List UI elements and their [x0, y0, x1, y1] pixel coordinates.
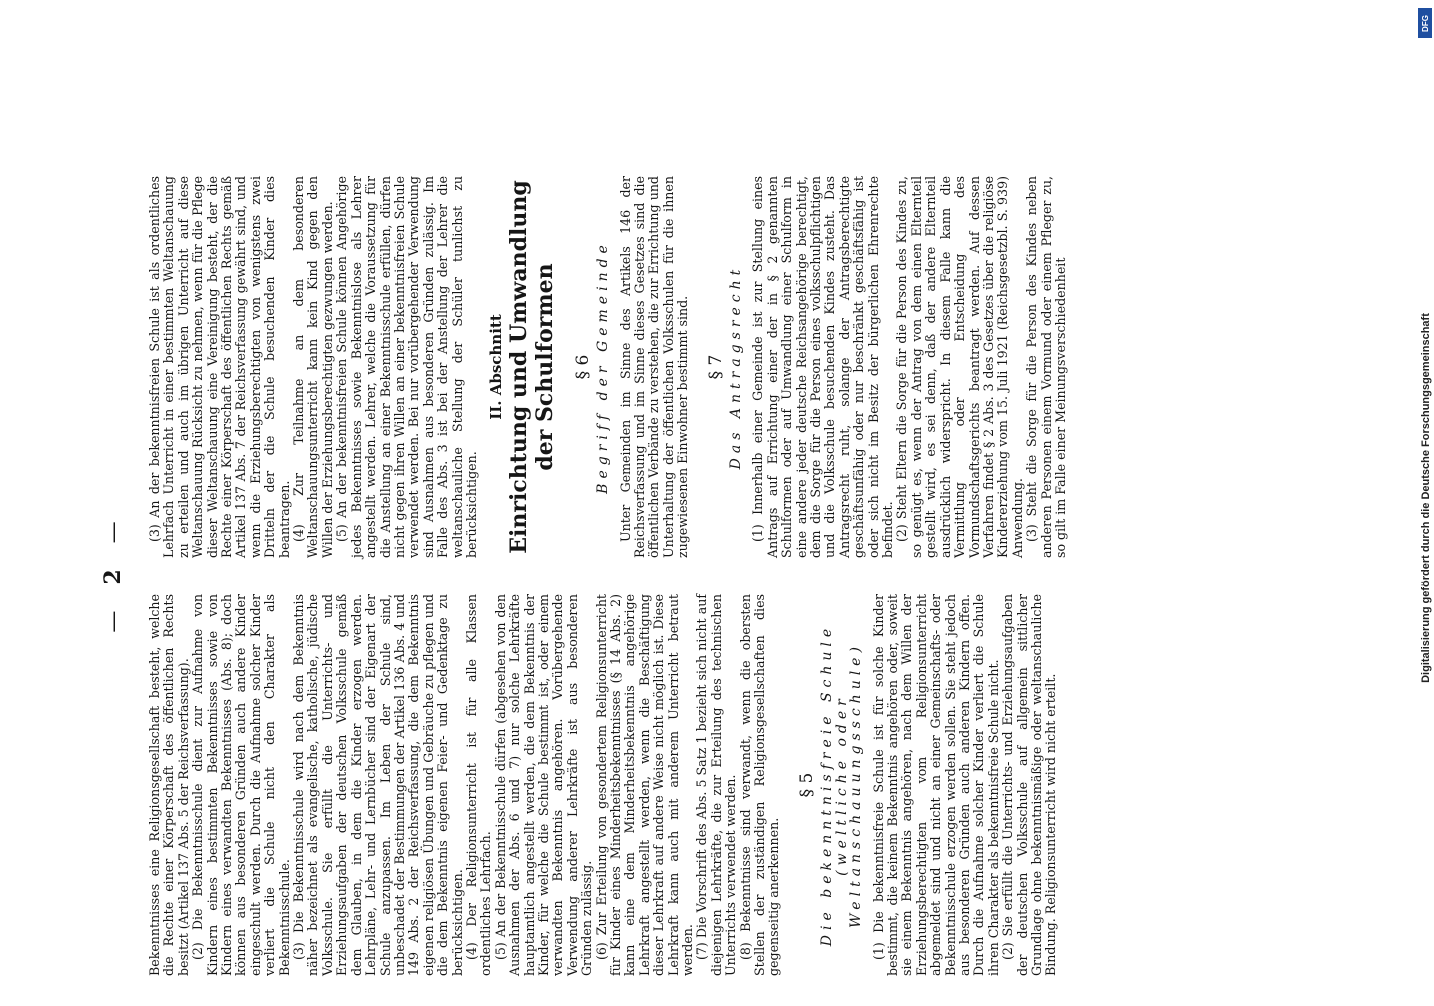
digitization-stamp: [1414, 0, 1434, 1000]
page-content: [100, 176, 1280, 976]
paragraph: Unter Gemeinden im Sinne des Artikels 146 der Reichsverfassung und im Sinne dieses Gesetzes sind die öffentlichen Verbände zu verstehen, die zur Errichtung und Unterhaltung der öffentlichen Volksschulen für die ihnen zugewiesenen Einwohner bestimmt sind.: [617, 176, 691, 558]
left-column: [148, 594, 1059, 976]
section-title: Das Antragsrecht: [728, 264, 744, 470]
paragraph: Bekenntnisses eine Religionsgesellschaft besteht, welche die Rechte einer Körperschaft des öffentlichen Rechts besitzt (Artikel 137 Abs. 5 der Reichsverfassung).: [147, 594, 191, 976]
paragraph: (2) Steht Eltern die Sorge für die Person des Kindes zu, so genügt es, wenn der Antrag von dem einen Elternteil gestellt wird, es sei denn, daß der andere Elternteil ausdrücklich widerspricht. In diesem Falle kann die Vermittlung oder Entscheidung des Vormundschaftsgerichts beantragt werden. Auf dessen Verfahren findet § 2 Abs. 3 des Gesetzes über die religiöse Kindererziehung vom 15. Juli 1921 (Reichsgesetzbl. S. 939) Anwendung.: [894, 176, 1025, 558]
paragraph: (4) Zur Teilnahme an dem besonderen Weltanschauungsunterricht kann kein Kind gegen den Willen der Erziehungsberechtigten gezwungen werden.: [291, 176, 335, 558]
rotated-page: [100, 146, 1340, 1006]
paragraph: (1) Die bekenntnisfreie Schule ist für solche Kinder bestimmt, die keinem Bekenntnis angehören oder, soweit sie einem Bekenntnis angehören, nach dem Willen der Erziehungsberechtigten vom Religionsunterricht abgemeldet sind und nicht an einer Gemeinschafts- oder Bekenntnisschule erzogen werden sollen. Sie steht jedoch aus besonderen Gründen auch anderen Kindern offen. Durch die Aufnahme solcher Kinder verliert die Schule ihren Charakter als bekenntnisfreie Schule nicht.: [870, 594, 1001, 976]
paragraph: (1) Innerhalb einer Gemeinde ist zur Stellung eines Antrags auf Errichtung einer der in § 2 genannten Schulformen oder auf Umwandlung einer Schulform in eine andere jeder deutsche Reichsangehörige berechtigt, dem die Sorge für die Person eines volksschulpflichtigen und die Volksschule besuchenden Kindes zusteht. Das Antragsrecht ruht, solange der Antragsberechtigte geschäftsunfähig oder nur beschränkt geschäftsfähig ist oder sich nicht im Besitz der bürgerlichen Ehrenrechte befindet.: [750, 176, 896, 558]
paragraph: (3) Die Bekenntnisschule wird nach dem Bekenntnis näher bezeichnet als evangelische, katholische, jüdische Volksschule. Sie erfüllt die Unterrichts- und Erziehungsaufgaben der deutschen Volksschule gemäß dem Glauben, in dem die Kinder erzogen werden. Lehrpläne, Lehr- und Lernbücher sind der Eigenart der Schule anzupassen. Im Leben der Schule sind, unbeschadet der Bestimmungen der Artikel 136 Abs. 4 und 149 Abs. 2 der Reichsverfassung, die dem Bekenntnis eigenen religiösen Übungen und Gebräuche zu pflegen und die dem Bekenntnis eigenen Feier- und Gedenktage zu berücksichtigen.: [291, 594, 465, 976]
section-number: § 6: [572, 354, 593, 380]
paragraph: (3) Steht die Sorge für die Person des Kindes neben anderen Personen einem Vormund oder einem Pfleger zu, so gilt im Falle einer Meinungsverschiedenheit: [1024, 176, 1068, 558]
part-heading: II. Abschnitt: [487, 314, 506, 420]
paragraph: (5) An der Bekenntnisschule dürfen (abgesehen von den Ausnahmen der Abs. 6 und 7) nur solche Lehrkräfte hauptamtlich angestellt werden, die dem Bekenntnis der Kinder, für welche die Schule bestimmt ist, oder einem verwandten Bekenntnis angehören. Vorübergehende Verwendung anderer Lehrkräfte ist aus besonderen Gründen zulässig.: [492, 594, 595, 976]
paragraph: (3) An der bekenntnisfreien Schule ist als ordentliches Lehrfach Unterricht in einer bestimmten Weltanschauung zu erteilen und auch im übrigen Unterricht auf diese Weltanschauung Rücksicht zu nehmen, wenn für die Pflege dieser Weltanschauung eine Vereinigung besteht, der die Rechte einer Körperschaft des öffentlichen Rechts gemäß Artikel 137 Abs. 7 der Reichsverfassung gewährt sind, und wenn die Erziehungsberechtigten von wenigstens zwei Dritteln der die Schule besuchenden Kinder dies beantragen.: [147, 176, 292, 558]
section-number: § 7: [705, 354, 726, 380]
paragraph: (6) Zur Erteilung von gesondertem Religionsunterricht für Kinder eines Minderheitsbekenntnisses (§ 14 Abs. 2) kann eine dem Minderheitsbekenntnis angehörige Lehrkraft angestellt werden, wenn die Beschäftigung dieser Lehrkraft auf andere Weise nicht möglich ist. Diese Lehrkraft kann auch mit anderem Unterricht betraut werden.: [593, 594, 696, 976]
paragraph: (2) Die Bekenntnisschule dient zur Aufnahme von Kindern eines bestimmten Bekenntnisses sowie von Kindern eines verwandten Bekenntnisses (Abs. 8); doch können aus besonderen Gründen auch andere Kinder eingeschult werden. Durch die Aufnahme solcher Kinder verliert die Schule nicht den Charakter als Bekenntnisschule.: [190, 594, 292, 976]
paragraph: (4) Der Religionsunterricht ist für alle Klassen ordentliches Lehrfach.: [463, 594, 494, 976]
stamp-text: Digitalisierung gefördert durch die Deutsche Forschungsgemeinschaft: [1420, 313, 1432, 683]
paragraph: (8) Bekenntnisse sind verwandt, wenn die obersten Stellen der zuständigen Religionsgesellschaften dies gegenseitig anerkennen.: [737, 594, 782, 976]
part-title: Einrichtung und Umwandlung der Schulformen: [505, 180, 558, 554]
section-number: § 5: [796, 772, 817, 798]
right-column: [148, 176, 1068, 558]
paragraph: (7) Die Vorschrift des Abs. 5 Satz 1 bezieht sich nicht auf diejenigen Lehrkräfte, die zur Erteilung des technischen Unterrichts verwendet werden.: [694, 594, 739, 976]
section-title: Begriff der Gemeinde: [595, 240, 612, 494]
dfg-logo: DFG: [1418, 8, 1432, 38]
section-title: Die bekenntnisfreie Schule (weltliche oder Weltanschauungsschule): [819, 623, 865, 947]
paragraph: (2) Sie erfüllt die Unterrichts- und Erziehungsaufgaben der deutschen Volksschule auf allgemein sittlicher Grundlage ohne bekenntnismäßige oder weltanschauliche Bindung. Religionsunterricht wird nicht erteilt.: [1000, 594, 1059, 976]
paragraph: (5) An der bekenntnisfreien Schule können Angehörige jedes Bekenntnisses sowie Bekenntnislose als Lehrer angestellt werden. Lehrer, welche die Voraussetzung für die Anstellung an einer Bekenntnisschule erfüllen, dürfen nicht gegen ihren Willen an einer bekenntnisfreien Schule verwendet werden. Bei nur vorübergehender Verwendung sind Ausnahmen aus besonderen Gründen zulässig. Im Falle des Abs. 3 ist bei der Anstellung der Lehrer die weltanschauliche Stellung der Schüler tunlichst zu berücksichtigen.: [334, 176, 479, 558]
page-number: —2—: [100, 519, 126, 633]
